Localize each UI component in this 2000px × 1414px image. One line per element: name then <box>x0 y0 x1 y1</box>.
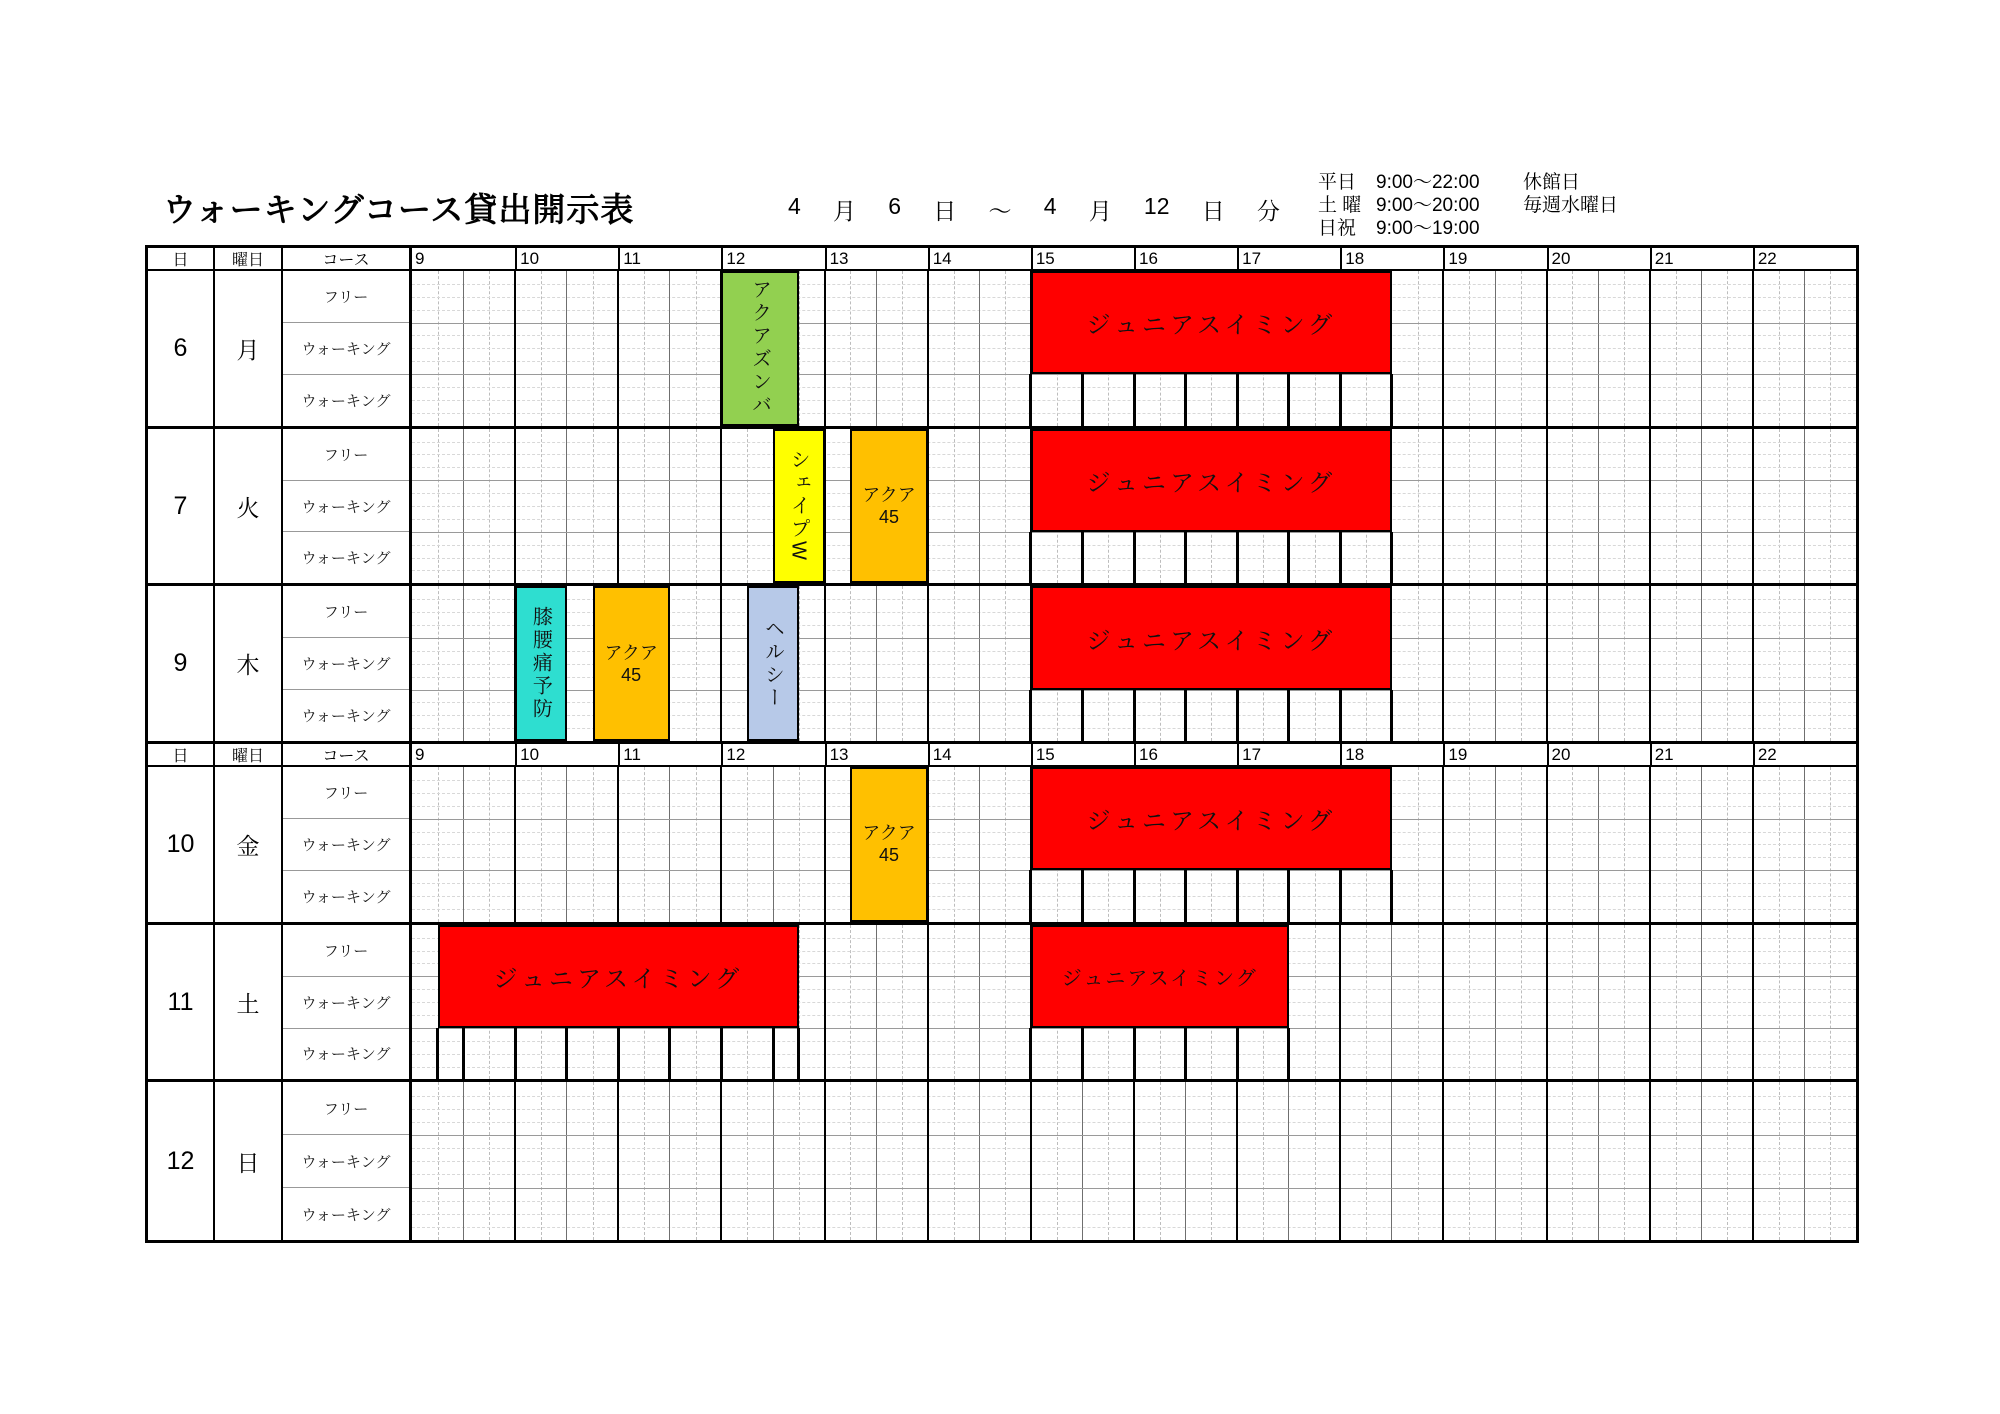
grid-line-hour <box>927 925 929 1080</box>
grid-line-halfhour <box>979 767 980 922</box>
grid-line-halfhour <box>463 1082 464 1240</box>
grid-line-halfhour <box>1288 1082 1289 1240</box>
course-label-cell: フリー <box>323 942 369 960</box>
hour-label: 10 <box>515 248 618 269</box>
half-hour-mark <box>1390 870 1393 921</box>
schedule-block-label <box>862 484 915 528</box>
grid-line-hour <box>1546 925 1548 1080</box>
grid-line-halfhour <box>1804 586 1805 741</box>
grid-line-hour <box>514 271 516 426</box>
period-part: 月 <box>1088 198 1112 224</box>
schedule-block-label-line: アクア <box>604 642 658 663</box>
schedule-block-label: ジュニアスイミング <box>1086 312 1337 340</box>
course-column <box>283 586 412 741</box>
half-hour-mark <box>1029 870 1032 921</box>
schedule-block <box>593 586 670 741</box>
grid-line-hour <box>1030 1082 1032 1240</box>
hour-label: 22 <box>1753 248 1856 269</box>
hour-label: 10 <box>515 744 618 765</box>
weekday-cell: 金 <box>215 767 283 922</box>
day-row <box>148 925 1856 1083</box>
hour-label: 16 <box>1134 744 1237 765</box>
time-grid <box>412 586 1856 741</box>
schedule-block-label: ジュニアスイミング <box>1086 469 1337 497</box>
grid-line-halfhour <box>1804 1082 1805 1240</box>
header-weekday-label: 曜日 <box>215 744 283 765</box>
half-hour-mark <box>436 1028 439 1079</box>
date-cell: 7 <box>148 429 215 584</box>
half-hour-mark <box>1081 1028 1084 1079</box>
grid-line-halfhour <box>773 767 774 922</box>
course-label-cell: ウォーキング <box>283 870 409 922</box>
grid-line-halfhour <box>1391 1082 1392 1240</box>
half-hour-mark <box>1081 532 1084 583</box>
hour-label: 19 <box>1443 744 1546 765</box>
grid-line-halfhour <box>463 586 464 741</box>
schedule-block-label: ジュニアスイミング <box>493 965 744 993</box>
half-hour-mark <box>1236 532 1239 583</box>
course-column <box>283 429 412 584</box>
grid-line-halfhour <box>876 586 877 741</box>
grid-line-halfhour <box>773 1082 774 1240</box>
half-hour-mark <box>1236 1028 1239 1079</box>
period-part: 4 <box>788 193 801 219</box>
course-label-cell: フリー <box>323 604 369 622</box>
grid-line-halfhour <box>1701 767 1702 922</box>
schedule-block <box>515 586 567 741</box>
grid-line-halfhour <box>876 271 877 426</box>
header-weekday-label: 曜日 <box>215 248 283 269</box>
day-row <box>148 767 1856 925</box>
table-header-row <box>148 744 1856 767</box>
grid-line-halfhour <box>1082 1082 1083 1240</box>
hour-label: 9 <box>415 249 425 268</box>
hour-label: 12 <box>721 744 824 765</box>
course-column <box>283 1082 412 1240</box>
half-hour-mark <box>1133 870 1136 921</box>
grid-line-halfhour <box>669 767 670 922</box>
half-hour-mark <box>1390 532 1393 583</box>
grid-line-hour <box>1339 1082 1341 1240</box>
course-label-cell: ウォーキング <box>283 322 409 374</box>
grid-line-halfhour <box>463 429 464 584</box>
grid-line-halfhour <box>1598 1082 1599 1240</box>
grid-line-hour <box>1546 1082 1548 1240</box>
date-cell: 6 <box>148 271 215 426</box>
date-cell: 9 <box>148 586 215 741</box>
hour-label: 14 <box>928 248 1031 269</box>
grid-line-hour <box>824 586 826 741</box>
time-grid <box>412 925 1856 1080</box>
schedule-block-label: ヘルシー <box>761 617 784 710</box>
course-label-cell: ウォーキング <box>283 689 409 741</box>
schedule-block <box>1031 767 1392 870</box>
half-hour-mark <box>1287 374 1290 425</box>
half-hour-mark <box>1029 374 1032 425</box>
schedule-block-label-line: 45 <box>879 507 900 528</box>
grid-line-hour <box>617 767 619 922</box>
grid-line-hour <box>720 429 722 584</box>
grid-line-hour <box>824 1082 826 1240</box>
hours-line-label: 平日 <box>1318 172 1357 193</box>
course-column <box>283 925 412 1080</box>
hours-line-time: 9:00～19:00 <box>1376 218 1480 239</box>
schedule-block <box>773 429 825 584</box>
hour-label: 13 <box>825 744 928 765</box>
hour-label: 9 <box>415 745 425 765</box>
hours-line <box>1318 194 1523 217</box>
weekday-cell: 土 <box>215 925 283 1080</box>
grid-line-hour <box>1442 767 1444 922</box>
half-hour-mark <box>1390 374 1393 425</box>
grid-line-hour <box>1442 1082 1444 1240</box>
schedule-block <box>747 586 799 741</box>
closed-day-info <box>1523 171 1618 240</box>
hours-line-label: 土 曜 <box>1318 195 1362 216</box>
half-hour-mark <box>1287 690 1290 741</box>
half-hour-mark <box>565 1028 568 1079</box>
weekday-cell: 月 <box>215 271 283 426</box>
hours-line-time: 9:00～22:00 <box>1376 172 1480 193</box>
grid-line-halfhour <box>1495 767 1496 922</box>
date-cell: 11 <box>148 925 215 1080</box>
hour-label: 15 <box>1031 248 1134 269</box>
hour-label: 14 <box>928 744 1031 765</box>
schedule-block-label: ジュニアスイミング <box>1086 808 1337 836</box>
hour-label: 11 <box>618 744 721 765</box>
period-part: 6 <box>888 193 902 219</box>
period-part: ～ <box>988 198 1012 224</box>
grid-line-hour <box>1649 271 1651 426</box>
hour-label: 17 <box>1237 248 1340 269</box>
grid-line-halfhour <box>979 1082 980 1240</box>
grid-line-halfhour <box>1804 429 1805 584</box>
schedule-table <box>145 245 1859 1243</box>
half-hour-mark <box>1287 532 1290 583</box>
schedule-block-label: ジュニアスイミング <box>1061 967 1258 990</box>
grid-line-hour <box>1752 1082 1754 1240</box>
grid-line-halfhour <box>1701 586 1702 741</box>
grid-line-halfhour <box>876 1082 877 1240</box>
grid-line-hour <box>1649 767 1651 922</box>
grid-line-halfhour <box>979 925 980 1080</box>
weekday-cell: 火 <box>215 429 283 584</box>
half-hour-mark <box>1081 870 1084 921</box>
course-label-cell: フリー <box>323 446 369 464</box>
grid-line-halfhour <box>669 271 670 426</box>
half-hour-mark <box>1081 690 1084 741</box>
grid-line-halfhour <box>463 271 464 426</box>
grid-line-hour <box>1442 925 1444 1080</box>
grid-line-hour <box>1339 925 1341 1080</box>
half-hour-mark <box>1184 690 1187 741</box>
course-label-cell: ウォーキング <box>283 480 409 532</box>
half-hour-mark <box>1184 1028 1187 1079</box>
schedule-block-label: アクアズンバ <box>748 279 771 418</box>
grid-line-halfhour <box>1598 586 1599 741</box>
half-hour-mark <box>1184 374 1187 425</box>
grid-line-halfhour <box>979 271 980 426</box>
course-label-cell: ウォーキング <box>283 818 409 870</box>
half-hour-mark <box>1339 690 1342 741</box>
hour-label: 12 <box>721 248 824 269</box>
grid-line-hour <box>1649 429 1651 584</box>
date-cell: 12 <box>148 1082 215 1240</box>
grid-line-halfhour <box>669 1082 670 1240</box>
period-part: 4 <box>1043 193 1057 219</box>
grid-line-halfhour <box>876 925 877 1080</box>
time-grid <box>412 429 1856 584</box>
grid-line-hour <box>1649 1082 1651 1240</box>
schedule-block-label: 膝腰痛予防 <box>529 606 552 722</box>
course-label-cell: ウォーキング <box>283 976 409 1028</box>
schedule-block-label: ジュニアスイミング <box>1086 627 1337 655</box>
hour-label: 20 <box>1547 744 1650 765</box>
grid-line-halfhour <box>463 767 464 922</box>
grid-line-halfhour <box>1598 271 1599 426</box>
half-hour-mark <box>1339 532 1342 583</box>
grid-line-hour <box>1752 767 1754 922</box>
half-hour-mark <box>1236 870 1239 921</box>
course-label-cell: ウォーキング <box>283 531 409 583</box>
grid-line-hour <box>720 1082 722 1240</box>
hour-label: 16 <box>1134 248 1237 269</box>
half-hour-mark <box>1184 532 1187 583</box>
header-course-label: コース <box>283 744 412 765</box>
header-day-label: 日 <box>148 744 215 765</box>
grid-line-halfhour <box>1701 271 1702 426</box>
course-label-cell: フリー <box>323 1100 369 1118</box>
half-hour-mark <box>1133 532 1136 583</box>
grid-line-halfhour <box>1804 767 1805 922</box>
grid-line-hour <box>927 586 929 741</box>
grid-line-halfhour <box>1495 271 1496 426</box>
grid-line-halfhour <box>979 586 980 741</box>
half-hour-mark <box>668 1028 671 1079</box>
closed-day-title: 休館日 <box>1523 172 1581 193</box>
grid-line-halfhour <box>1701 925 1702 1080</box>
grid-line-halfhour <box>1495 586 1496 741</box>
half-hour-mark <box>514 1028 517 1079</box>
schedule-block <box>721 271 798 426</box>
course-label-cell: ウォーキング <box>283 1134 409 1187</box>
page-title: ウォーキングコース貸出開示表 <box>163 191 635 228</box>
half-hour-mark <box>1029 690 1032 741</box>
grid-line-halfhour <box>1701 1082 1702 1240</box>
grid-line-hour <box>1752 271 1754 426</box>
period-part: 分 <box>1256 198 1280 224</box>
half-hour-mark <box>797 1028 800 1079</box>
grid-line-halfhour <box>979 429 980 584</box>
course-label-cell: フリー <box>323 288 369 306</box>
half-hour-mark <box>462 1028 465 1079</box>
grid-line-hour <box>1546 586 1548 741</box>
time-grid <box>412 271 1856 426</box>
course-column <box>283 767 412 922</box>
table-header-row <box>148 248 1856 271</box>
half-hour-mark <box>1029 1028 1032 1079</box>
hour-label: 13 <box>825 248 928 269</box>
hour-label: 21 <box>1650 744 1753 765</box>
period-part: 日 <box>1201 198 1225 224</box>
hours-line-time: 9:00～20:00 <box>1376 195 1480 216</box>
course-label-cell: ウォーキング <box>283 1187 409 1240</box>
half-hour-mark <box>1236 690 1239 741</box>
hour-label: 11 <box>618 248 721 269</box>
closed-day-value: 毎週水曜日 <box>1523 195 1619 216</box>
grid-line-halfhour <box>1185 1082 1186 1240</box>
half-hour-mark <box>1133 690 1136 741</box>
grid-line-hour <box>720 586 722 741</box>
grid-line-halfhour <box>566 1082 567 1240</box>
grid-line-halfhour <box>566 429 567 584</box>
grid-line-hour <box>927 271 929 426</box>
grid-line-halfhour <box>1598 925 1599 1080</box>
period-part: 月 <box>833 198 857 224</box>
course-column <box>283 271 412 426</box>
schedule-block-label-line: 45 <box>621 664 642 685</box>
period-part: 日 <box>933 198 957 224</box>
grid-line-hour <box>1752 586 1754 741</box>
hour-label: 18 <box>1340 744 1443 765</box>
grid-line-halfhour <box>669 429 670 584</box>
schedule-block-label-line: アクア <box>862 823 916 844</box>
grid-line-hour <box>1649 586 1651 741</box>
half-hour-mark <box>1339 870 1342 921</box>
hour-label: 20 <box>1547 248 1650 269</box>
course-label-cell: フリー <box>323 785 369 802</box>
grid-line-halfhour <box>1495 925 1496 1080</box>
grid-line-hour <box>1649 925 1651 1080</box>
grid-line-hour <box>1133 1082 1135 1240</box>
grid-line-halfhour <box>1391 925 1392 1080</box>
half-hour-mark <box>1133 1028 1136 1079</box>
half-hour-mark <box>1081 374 1084 425</box>
grid-line-hour <box>1236 1082 1238 1240</box>
half-hour-mark <box>617 1028 620 1079</box>
schedule-block <box>1031 925 1289 1028</box>
hours-line <box>1318 171 1523 194</box>
grid-line-hour <box>1442 429 1444 584</box>
half-hour-mark <box>1029 532 1032 583</box>
hour-label: 17 <box>1237 744 1340 765</box>
hour-label: 18 <box>1340 248 1443 269</box>
weekday-cell: 木 <box>215 586 283 741</box>
half-hour-mark <box>772 1028 775 1079</box>
grid-line-hour <box>1546 271 1548 426</box>
course-label-cell: ウォーキング <box>283 637 409 689</box>
grid-line-hour <box>1752 925 1754 1080</box>
period-range <box>788 193 1280 226</box>
grid-line-hour <box>514 1082 516 1240</box>
half-hour-mark <box>1390 690 1393 741</box>
half-hour-mark <box>720 1028 723 1079</box>
hour-label: 22 <box>1753 744 1856 765</box>
time-grid <box>412 767 1856 922</box>
half-hour-mark <box>1339 374 1342 425</box>
header-day-label: 日 <box>148 248 215 269</box>
grid-line-hour <box>514 767 516 922</box>
grid-line-halfhour <box>1701 429 1702 584</box>
schedule-block-label <box>604 642 657 686</box>
half-hour-mark <box>1287 1028 1290 1079</box>
schedule-block <box>850 429 927 584</box>
day-row <box>148 1082 1856 1240</box>
grid-line-hour <box>617 1082 619 1240</box>
grid-line-halfhour <box>566 767 567 922</box>
grid-line-hour <box>1546 767 1548 922</box>
header-course-label: コース <box>283 248 412 269</box>
course-label-cell: ウォーキング <box>283 374 409 426</box>
day-row <box>148 586 1856 744</box>
day-row <box>148 271 1856 429</box>
grid-line-hour <box>1442 271 1444 426</box>
period-part: 12 <box>1143 193 1170 219</box>
schedule-block-label-line: アクア <box>862 485 916 506</box>
schedule-block <box>850 767 927 922</box>
weekday-cell: 日 <box>215 1082 283 1240</box>
half-hour-mark <box>1287 870 1290 921</box>
grid-line-hour <box>824 767 826 922</box>
grid-line-hour <box>824 271 826 426</box>
grid-line-halfhour <box>1598 767 1599 922</box>
opening-hours-info <box>1318 171 1618 240</box>
time-grid <box>412 1082 1856 1240</box>
grid-line-halfhour <box>1598 429 1599 584</box>
grid-line-hour <box>1752 429 1754 584</box>
half-hour-mark <box>1184 870 1187 921</box>
schedule-block <box>1031 429 1392 532</box>
date-cell: 10 <box>148 767 215 922</box>
hour-label: 21 <box>1650 248 1753 269</box>
grid-line-hour <box>617 271 619 426</box>
grid-line-hour <box>617 429 619 584</box>
grid-line-halfhour <box>566 271 567 426</box>
half-hour-mark <box>1236 374 1239 425</box>
schedule-block-label: シェイプW <box>787 449 810 563</box>
grid-line-halfhour <box>1804 271 1805 426</box>
hours-line <box>1318 217 1523 240</box>
grid-line-halfhour <box>1495 429 1496 584</box>
schedule-block-label <box>862 822 915 866</box>
schedule-block <box>1031 586 1392 689</box>
opening-hours-times <box>1318 171 1523 240</box>
schedule-block <box>1031 271 1392 374</box>
grid-line-hour <box>824 925 826 1080</box>
day-row <box>148 429 1856 587</box>
half-hour-mark <box>1133 374 1136 425</box>
grid-line-hour <box>514 429 516 584</box>
course-label-cell: ウォーキング <box>283 1028 409 1080</box>
hour-label: 19 <box>1443 248 1546 269</box>
grid-line-hour <box>1442 586 1444 741</box>
schedule-block-label-line: 45 <box>879 845 900 866</box>
grid-line-hour <box>1546 429 1548 584</box>
grid-line-hour <box>927 1082 929 1240</box>
hours-line-label: 日祝 <box>1318 218 1357 239</box>
schedule-block <box>438 925 799 1028</box>
hour-label: 15 <box>1031 744 1134 765</box>
grid-line-halfhour <box>1495 1082 1496 1240</box>
grid-line-hour <box>720 767 722 922</box>
grid-line-halfhour <box>1804 925 1805 1080</box>
